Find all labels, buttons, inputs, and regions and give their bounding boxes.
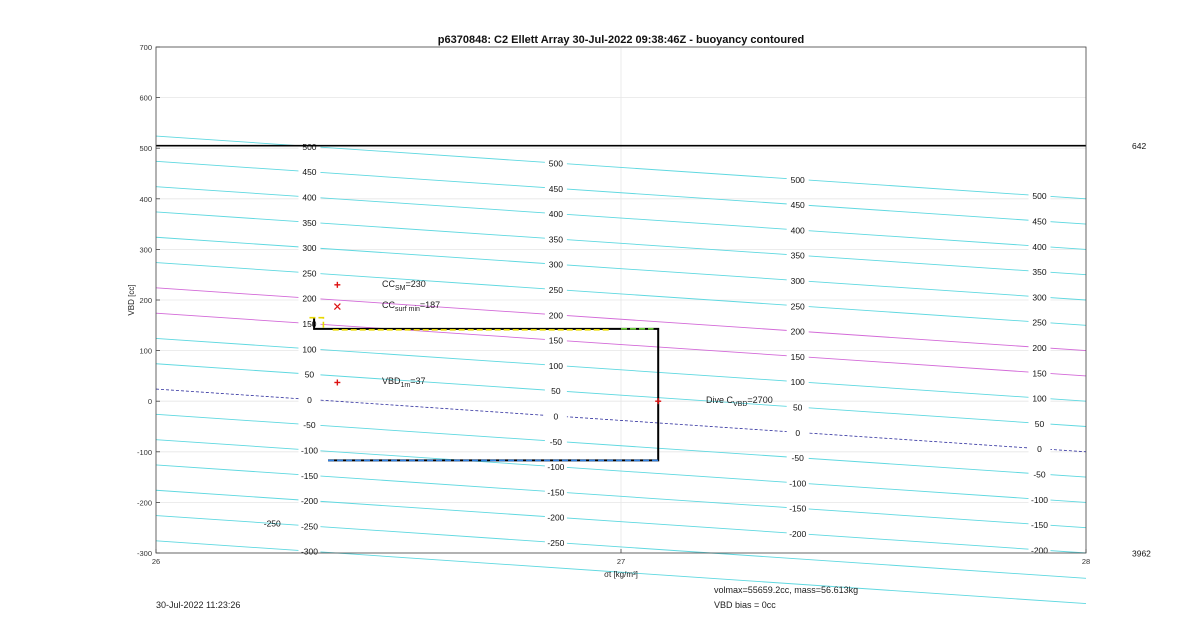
contour-label: -100 — [789, 478, 807, 489]
contour-label: 350 — [790, 250, 805, 261]
contour-label: 500 — [1032, 191, 1047, 202]
contour-label: 500 — [548, 158, 563, 169]
contour-label: 450 — [1032, 216, 1047, 227]
contour-label: -250 — [547, 538, 565, 549]
y-tick-label: 700 — [139, 43, 152, 52]
x-axis-label: σt [kg/m³] — [604, 570, 638, 579]
contour-label: 400 — [302, 192, 317, 203]
contour-label: 500 — [790, 174, 805, 185]
contour-label: -200 — [1030, 545, 1049, 556]
contour-label: 350 — [302, 217, 317, 228]
contour-label: -250 — [300, 521, 318, 532]
contour-label: 350 — [548, 234, 563, 245]
contour-label: 0 — [307, 394, 312, 405]
contour-label: 200 — [790, 326, 805, 337]
contour-label: 50 — [792, 402, 803, 413]
chart-title: p6370848: C2 Ellett Array 30-Jul-2022 09:38:46Z - buoyancy contoured — [437, 34, 805, 46]
contour-label: 100 — [1032, 393, 1047, 404]
y-tick-label: 0 — [147, 397, 152, 407]
contour-label: -50 — [791, 453, 804, 464]
y-tick-label: 600 — [139, 93, 152, 103]
contour-label: 200 — [548, 310, 563, 321]
annotation-vbd-1m: $VBD_{1m}=37$ — [382, 376, 426, 389]
contour-label: 50 — [1034, 418, 1045, 429]
contour-label: 150 — [548, 335, 563, 346]
y-tick-label: 500 — [139, 144, 152, 154]
contour-label: 250 — [302, 268, 317, 279]
x-tick-label: 28 — [1081, 557, 1091, 566]
contour-label: 0 — [795, 427, 801, 438]
y-tick-label: 400 — [139, 194, 152, 204]
contour-label: 250 — [1032, 317, 1047, 328]
contour-label: -150 — [789, 503, 807, 514]
contour-label: 250 — [790, 301, 805, 312]
contour-label: -250 — [263, 518, 281, 529]
contour-label: -100 — [300, 445, 318, 456]
contour-label: 450 — [790, 200, 805, 211]
annotation-cc-sm: $CC_{SM}=230$ — [382, 279, 426, 292]
contour-label: 0 — [1037, 444, 1042, 455]
contour-label: 100 — [790, 377, 805, 388]
contour-label: -50 — [303, 420, 316, 431]
contour-label: -150 — [300, 470, 318, 481]
contour-label: -150 — [1030, 520, 1049, 531]
contour-label: -100 — [547, 462, 565, 473]
contour-label: -300 — [300, 546, 318, 557]
x-tick-label: 27 — [616, 557, 626, 566]
y-tick-label: -300 — [136, 549, 152, 558]
contour-label: -200 — [547, 512, 565, 523]
contour-label: 50 — [304, 369, 315, 380]
cross-marker — [334, 304, 340, 310]
footer-vbd-bias: VBD bias = 0cc — [714, 600, 776, 610]
right-label: 642 — [1132, 141, 1147, 152]
contour-label: 250 — [548, 285, 563, 296]
y-tick-label: 100 — [139, 346, 152, 356]
contour-label: -200 — [789, 529, 807, 540]
x-tick-label: 26 — [151, 557, 161, 566]
contour-label: 500 — [302, 141, 317, 152]
contour-label: 150 — [790, 351, 805, 362]
contour-label: -150 — [547, 487, 565, 498]
annotation-dive-c-vbd: Dive $C_{VBD}=2700$ — [706, 395, 773, 408]
contour-label: 100 — [302, 344, 317, 355]
plus-marker — [334, 282, 340, 288]
contour-label: 150 — [1032, 368, 1047, 379]
contour-label: 400 — [790, 225, 805, 236]
contour-label: 200 — [1032, 342, 1047, 353]
contour-label: 450 — [302, 167, 317, 178]
contour-label: 450 — [548, 183, 563, 194]
contour-label: 300 — [302, 243, 317, 254]
contour-label: 300 — [1032, 292, 1047, 303]
contour-label: 200 — [302, 293, 317, 304]
contour-label: -100 — [1030, 494, 1049, 505]
contour-label: 50 — [551, 386, 561, 397]
grid — [156, 47, 1086, 556]
axes — [137, 43, 1151, 579]
y-tick-label: -100 — [136, 447, 152, 457]
dive-profile-line — [314, 318, 658, 461]
y-axis-label: VBD [cc] — [127, 284, 136, 316]
contour-label: 300 — [548, 259, 563, 270]
contour-label: -50 — [1033, 469, 1046, 480]
contour-label: 0 — [553, 411, 559, 422]
y-tick-label: -200 — [136, 498, 152, 508]
plus-marker — [334, 379, 340, 385]
right-label: 3962 — [1132, 548, 1151, 559]
contour-label: 300 — [790, 276, 805, 287]
contour-label: 150 — [302, 319, 317, 330]
contour-label: 100 — [548, 360, 563, 371]
y-tick-label: 200 — [139, 296, 152, 305]
y-tick-label: 300 — [139, 245, 152, 255]
contour-label: 400 — [1032, 241, 1047, 252]
footer-volmax: volmax=55659.2cc, mass=56.613kg — [714, 585, 859, 595]
contour-label: 350 — [1032, 267, 1047, 278]
contour-label: -200 — [300, 496, 318, 507]
footer-timestamp: 30-Jul-2022 11:23:26 — [156, 600, 241, 610]
plus-marker — [655, 398, 661, 404]
annotation-cc-surf-min: $CC_{surf min}=187$ — [382, 300, 441, 313]
contour-label: 400 — [548, 209, 563, 220]
contour-label: -50 — [549, 436, 563, 447]
